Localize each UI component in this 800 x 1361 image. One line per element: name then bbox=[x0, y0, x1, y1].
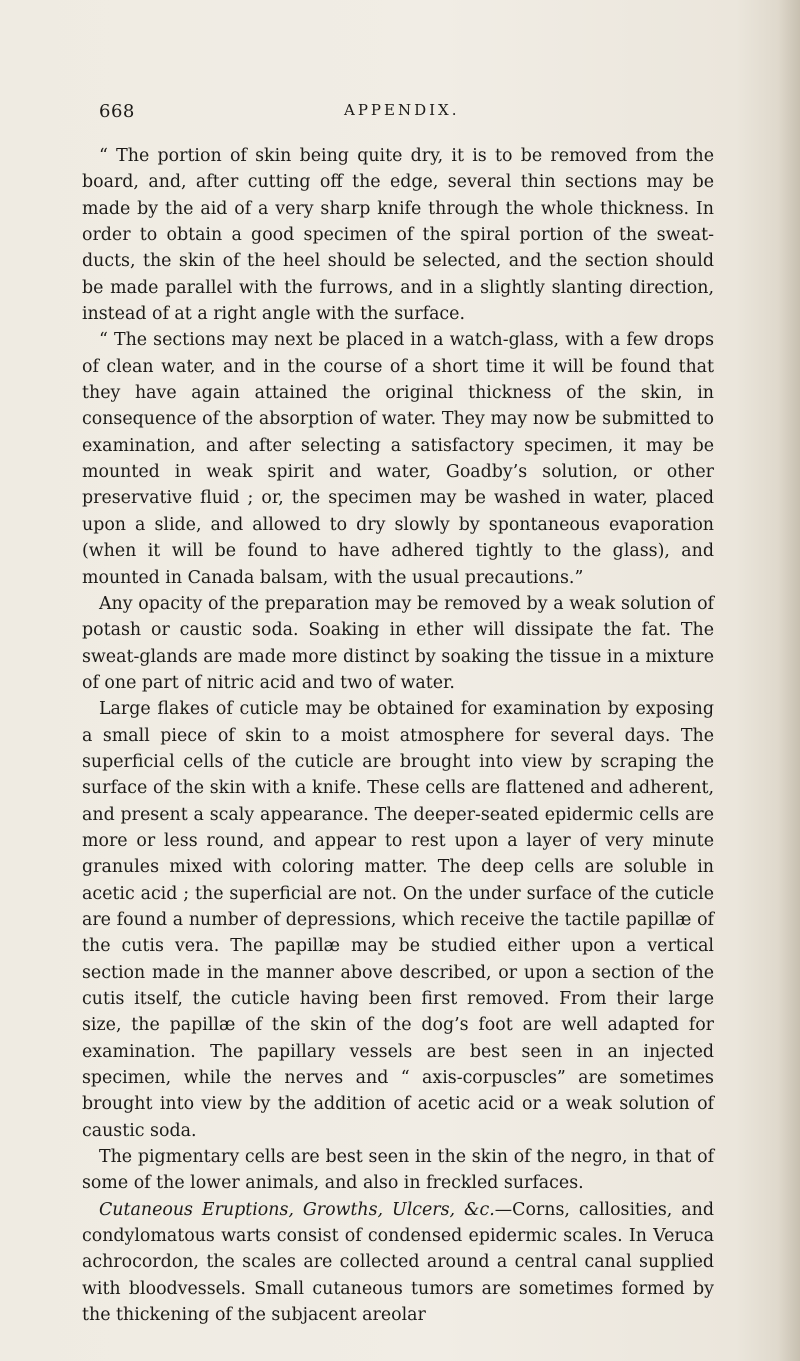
paragraph-cutaneous bbox=[82, 1197, 714, 1329]
paragraph-3: Any opacity of the preparation may be removed by a weak solution of potash or caustic soda. Soaking in ether will dissipate the fat. The sweat-glands are made more distinct by soaking the tissue in a mixture of one part of nitric acid and two of water. bbox=[82, 593, 714, 693]
page-header bbox=[99, 101, 719, 127]
paragraph-4: Large flakes of cuticle may be obtained for examination by exposing a small piece of skin to a moist atmosphere for several days. The superficial cells of the cuticle are brought into view by scraping the surface of the skin with a knife. These cells are flattened and adherent, and present a scaly appearance. The deeper-seated epidermic cells are more or less round, and appear to rest upon a layer of very minute granules mixed with coloring matter. The deep cells are soluble in acetic acid ; the superficial are not. On the under surface of the cuticle are found a number of depressions, which receive the tactile papillæ of the cutis vera. The papillæ may be studied either upon a vertical section made in the manner above described, or upon a section of the cutis itself, the cuticle having been first removed. From their large size, the papillæ of the skin of the dog’s foot are well adapted for examination. The papillary vessels are best seen in an injected specimen, while the nerves and “ axis-corpuscles” are sometimes brought into view by the addition of acetic acid or a weak solution of caustic soda. bbox=[82, 699, 714, 1141]
paragraph-2: “ The sections may next be placed in a watch-glass, with a few drops of clean water, and in the course of a short time it will be found that they have again attained the original thickness of the skin, in consequence of the absorption of water. They may now be submitted to examination, and after selecting a satisfactory specimen, it may be mounted in weak spirit and water, Goadby’s solution, or other preservative fluid ; or, the specimen may be washed in water, placed upon a slide, and allowed to dry slowly by spontaneous evaporation (when it will be found to have adhered tightly to the glass), and mounted in Canada balsam, with the usual precautions.” bbox=[82, 330, 714, 588]
page-number: 668 bbox=[99, 101, 135, 122]
body-text bbox=[82, 143, 714, 1328]
page-edge-shadow bbox=[778, 0, 800, 1361]
cutaneous-heading: Cutaneous Eruptions, Growths, Ulcers, &c. bbox=[99, 1199, 495, 1220]
paragraph-1: “ The portion of skin being quite dry, it is to be removed from the board, and, after cutting off the edge, several thin sections may be made by the aid of a very sharp knife through the whole thickness. In order to obtain a good specimen of the spiral portion of the sweat-ducts, the skin of the heel should be selected, and the section should be made parallel with the furrows, and in a slightly slanting direction, instead of at a right angle with the surface. bbox=[82, 146, 714, 325]
paragraph-5: The pigmentary cells are best seen in the skin of the negro, in that of some of the lower animals, and also in freckled surfaces. bbox=[82, 1147, 714, 1194]
cutaneous-text: —Corns, callosities, and condylomatous warts consist of condensed epidermic scales. In Veruca achrocordon, the scales are collected around a central canal supplied with bloodvessels. Small cutaneous tumors are sometimes formed by the thickening of the subjacent areolar bbox=[82, 1199, 714, 1326]
running-head: APPENDIX. bbox=[344, 101, 460, 119]
